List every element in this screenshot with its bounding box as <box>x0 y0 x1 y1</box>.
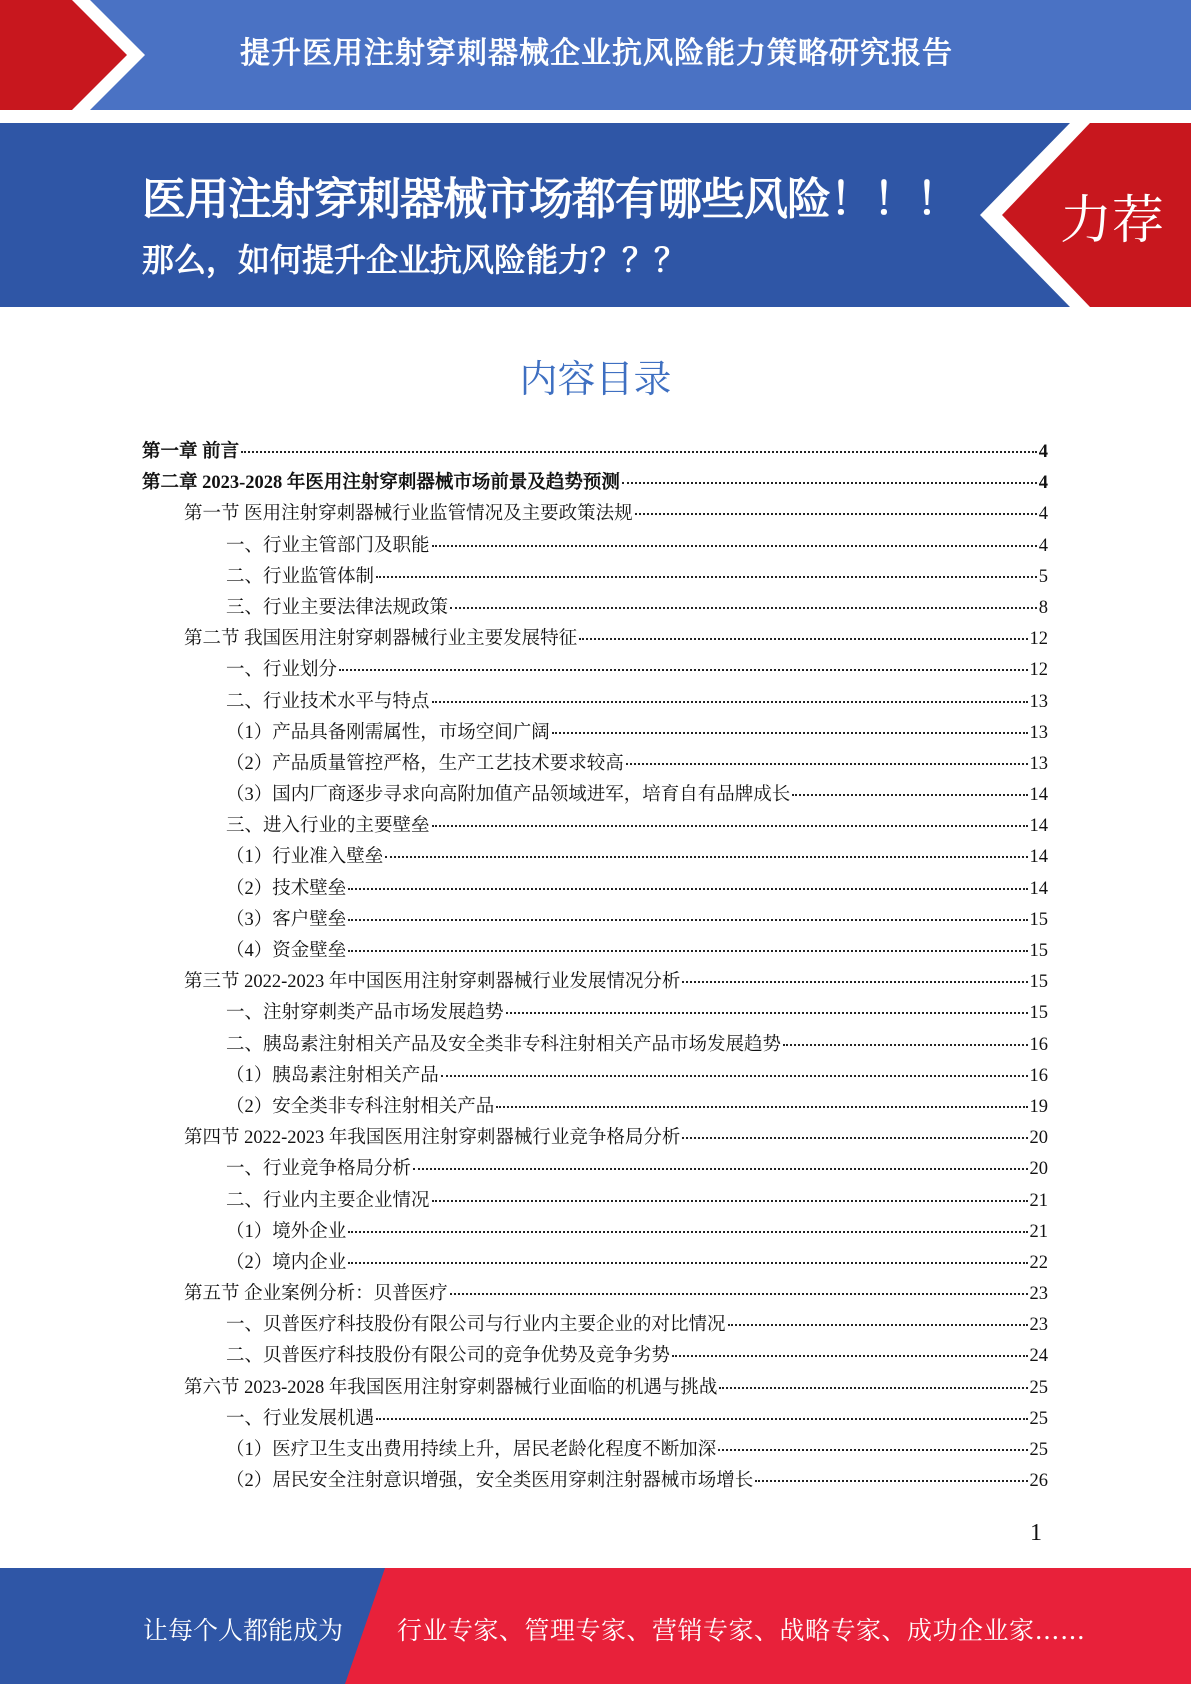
toc-entry-page: 14 <box>1029 847 1048 868</box>
toc-entry[interactable] <box>142 1092 1048 1123</box>
toc-entry-title: 第一章 前言 <box>142 442 240 462</box>
toc-entry[interactable] <box>142 531 1048 562</box>
toc-entry[interactable] <box>142 1217 1048 1248</box>
toc-entry-page: 15 <box>1029 941 1048 961</box>
top-banner <box>0 0 1191 110</box>
toc-entry[interactable] <box>142 1435 1048 1466</box>
toc-dot-leader <box>385 856 1027 858</box>
toc-dot-leader <box>728 1324 1028 1326</box>
toc-entry[interactable] <box>142 1373 1048 1404</box>
toc-entry-title: 三、进入行业的主要壁垒 <box>226 816 430 837</box>
toc-entry-page: 13 <box>1029 753 1048 774</box>
footer <box>0 1568 1191 1684</box>
toc-dot-leader <box>376 1418 1027 1420</box>
toc-dot-leader <box>622 482 1037 484</box>
toc-entry-page: 4 <box>1038 535 1048 556</box>
toc-entry-title: 二、行业监管体制 <box>226 566 375 587</box>
toc-entry[interactable] <box>142 437 1048 468</box>
toc-entry[interactable] <box>142 593 1048 624</box>
toc-entry-page: 4 <box>1038 504 1048 525</box>
toc-entry[interactable] <box>142 1248 1048 1279</box>
toc-entry[interactable] <box>142 998 1048 1029</box>
toc-dot-leader <box>579 638 1027 640</box>
toc-entry-title: 一、贝普医疗科技股份有限公司与行业内主要企业的对比情况 <box>226 1315 726 1336</box>
footer-slogan-left: 让每个人都能成为 <box>143 1616 344 1645</box>
toc-entry-title: （1）境外企业 <box>226 1221 347 1242</box>
toc-entry-title: （1）行业准入壁垒 <box>226 847 384 868</box>
toc-entry[interactable] <box>142 687 1048 718</box>
toc-entry[interactable] <box>142 624 1048 655</box>
footer-slogan-right: 行业专家、管理专家、营销专家、战略专家、成功企业家…… <box>397 1616 1086 1645</box>
toc-dot-leader <box>450 607 1037 609</box>
toc-entry-page: 4 <box>1038 442 1048 462</box>
top-red-arrow-decoration <box>0 0 150 110</box>
toc-entry[interactable] <box>142 1030 1048 1061</box>
toc-dot-leader <box>348 888 1027 890</box>
toc-dot-leader <box>413 1168 1027 1170</box>
toc-dot-leader <box>376 576 1037 578</box>
toc-dot-leader <box>441 1075 1028 1077</box>
toc-dot-leader <box>552 732 1028 734</box>
toc-entry[interactable] <box>142 749 1048 780</box>
toc-dot-leader <box>792 794 1027 796</box>
toc-entry[interactable] <box>142 1404 1048 1435</box>
toc-entry-title: （2）境内企业 <box>226 1252 347 1273</box>
toc-dot-leader <box>635 513 1037 515</box>
toc-entry-title: 二、行业内主要企业情况 <box>226 1190 430 1211</box>
toc-entry-page: 20 <box>1029 1159 1048 1180</box>
toc-entry-page: 21 <box>1029 1221 1048 1242</box>
toc-entry-page: 15 <box>1029 1003 1048 1024</box>
toc-entry[interactable] <box>142 1061 1048 1092</box>
table-of-contents <box>142 437 1048 1497</box>
recommend-badge: 力荐 <box>1060 191 1165 251</box>
toc-entry-page: 22 <box>1029 1252 1048 1273</box>
toc-entry-title: 第一节 医用注射穿刺器械行业监管情况及主要政策法规 <box>184 504 633 525</box>
toc-entry[interactable] <box>142 468 1048 499</box>
toc-dot-leader <box>783 1044 1027 1046</box>
toc-dot-leader <box>719 1387 1027 1389</box>
toc-entry-title: （3）客户壁垒 <box>226 909 347 930</box>
toc-dot-leader <box>626 763 1028 765</box>
toc-entry-title: （2）技术壁垒 <box>226 878 347 899</box>
toc-dot-leader <box>432 701 1028 703</box>
toc-entry[interactable] <box>142 655 1048 686</box>
toc-entry-title: 一、行业竞争格局分析 <box>226 1159 412 1180</box>
toc-entry-title: 一、行业发展机遇 <box>226 1408 375 1429</box>
toc-title: 内容目录 <box>519 357 672 401</box>
toc-entry[interactable] <box>142 1310 1048 1341</box>
toc-dot-leader <box>348 950 1027 952</box>
toc-entry-page: 19 <box>1029 1096 1048 1117</box>
toc-entry[interactable] <box>142 936 1048 967</box>
toc-entry-page: 24 <box>1029 1346 1048 1367</box>
toc-entry[interactable] <box>142 1341 1048 1372</box>
toc-dot-leader <box>348 1262 1027 1264</box>
toc-entry-title: （4）资金壁垒 <box>226 941 347 961</box>
toc-entry-page: 13 <box>1029 722 1048 743</box>
toc-entry-page: 8 <box>1038 597 1048 618</box>
toc-entry-title: 第四节 2022-2023 年我国医用注射穿刺器械行业竞争格局分析 <box>184 1128 681 1149</box>
toc-entry-page: 20 <box>1029 1128 1048 1149</box>
toc-entry-page: 5 <box>1038 566 1048 587</box>
toc-entry-page: 23 <box>1029 1315 1048 1336</box>
toc-entry-title: 第二节 我国医用注射穿刺器械行业主要发展特征 <box>184 629 578 650</box>
hero-headline: 医用注射穿刺器械市场都有哪些风险！！！ <box>142 174 959 225</box>
hero-banner <box>0 123 1191 307</box>
toc-entry-page: 16 <box>1029 1034 1048 1055</box>
toc-entry-title: 第三节 2022-2023 年中国医用注射穿刺器械行业发展情况分析 <box>184 972 681 993</box>
toc-entry-title: 第六节 2023-2028 年我国医用注射穿刺器械行业面临的机遇与挑战 <box>184 1377 718 1398</box>
toc-entry[interactable] <box>142 1279 1048 1310</box>
toc-entry-title: 二、胰岛素注射相关产品及安全类非专科注射相关产品市场发展趋势 <box>226 1034 782 1055</box>
toc-entry-title: （1）医疗卫生支出费用持续上升，居民老龄化程度不断加深 <box>226 1440 717 1460</box>
toc-entry-title: （1）胰岛素注射相关产品 <box>226 1065 439 1086</box>
toc-entry[interactable] <box>142 967 1048 998</box>
toc-dot-leader <box>672 1355 1027 1357</box>
toc-entry-page: 16 <box>1029 1065 1048 1086</box>
page-number: 1 <box>1030 1520 1042 1546</box>
toc-dot-leader <box>339 669 1027 671</box>
toc-entry-page: 12 <box>1029 660 1048 681</box>
toc-entry[interactable] <box>142 811 1048 842</box>
toc-dot-leader <box>755 1480 1027 1482</box>
toc-dot-leader <box>432 545 1037 547</box>
toc-dot-leader <box>682 1137 1027 1139</box>
toc-entry-title: （1）产品具备刚需属性，市场空间广阔 <box>226 722 550 743</box>
toc-entry-title: 第五节 企业案例分析：贝普医疗 <box>184 1284 448 1305</box>
toc-entry-title: （2）安全类非专科注射相关产品 <box>226 1096 495 1117</box>
toc-entry[interactable] <box>142 842 1048 873</box>
toc-entry-title: 第二章 2023-2028 年医用注射穿刺器械市场前景及趋势预测 <box>142 473 620 494</box>
toc-entry[interactable] <box>142 905 1048 936</box>
toc-entry-title: （2）产品质量管控严格，生产工艺技术要求较高 <box>226 753 624 774</box>
toc-entry[interactable] <box>142 1154 1048 1185</box>
toc-entry[interactable] <box>142 562 1048 593</box>
toc-entry-page: 15 <box>1029 972 1048 993</box>
report-title: 提升医用注射穿刺器械企业抗风险能力策略研究报告 <box>240 36 953 71</box>
toc-dot-leader <box>682 981 1027 983</box>
toc-entry-page: 12 <box>1029 629 1048 650</box>
toc-dot-leader <box>241 451 1037 453</box>
toc-entry-title: （2）居民安全注射意识增强，安全类医用穿刺注射器械市场增长 <box>226 1471 754 1492</box>
toc-entry-page: 21 <box>1029 1190 1048 1211</box>
toc-entry-page: 25 <box>1029 1440 1048 1460</box>
toc-entry-title: （3）国内厂商逐步寻求向高附加值产品领域进军，培育自有品牌成长 <box>226 785 791 806</box>
toc-entry-page: 26 <box>1029 1471 1048 1492</box>
toc-dot-leader <box>348 919 1027 921</box>
toc-entry[interactable] <box>142 1466 1048 1497</box>
toc-entry-title: 二、行业技术水平与特点 <box>226 691 430 712</box>
toc-dot-leader <box>496 1106 1027 1108</box>
toc-dot-leader <box>450 1293 1028 1295</box>
toc-entry-page: 15 <box>1029 909 1048 930</box>
toc-entry-page: 23 <box>1029 1284 1048 1305</box>
toc-entry[interactable] <box>142 780 1048 811</box>
toc-entry-page: 25 <box>1029 1377 1048 1398</box>
toc-dot-leader <box>348 1231 1027 1233</box>
toc-entry-page: 13 <box>1029 691 1048 712</box>
toc-dot-leader <box>718 1449 1027 1451</box>
toc-entry-page: 14 <box>1029 785 1048 806</box>
toc-entry[interactable] <box>142 1186 1048 1217</box>
toc-entry-page: 4 <box>1038 473 1048 494</box>
toc-dot-leader <box>432 1200 1028 1202</box>
hero-subheadline: 那么，如何提升企业抗风险能力？？？ <box>142 241 687 279</box>
toc-dot-leader <box>506 1012 1028 1014</box>
toc-entry-page: 14 <box>1029 878 1048 899</box>
toc-entry[interactable] <box>142 874 1048 905</box>
toc-entry-title: 一、行业主管部门及职能 <box>226 535 430 556</box>
toc-entry[interactable] <box>142 1123 1048 1154</box>
toc-entry-page: 25 <box>1029 1408 1048 1429</box>
toc-entry-title: 二、贝普医疗科技股份有限公司的竞争优势及竞争劣势 <box>226 1346 671 1367</box>
toc-entry-title: 三、行业主要法律法规政策 <box>226 597 449 618</box>
toc-entry[interactable] <box>142 499 1048 530</box>
toc-entry-title: 一、注射穿刺类产品市场发展趋势 <box>226 1003 504 1024</box>
toc-entry-page: 14 <box>1029 816 1048 837</box>
toc-entry-title: 一、行业划分 <box>226 660 338 681</box>
toc-dot-leader <box>432 825 1028 827</box>
toc-entry[interactable] <box>142 718 1048 749</box>
